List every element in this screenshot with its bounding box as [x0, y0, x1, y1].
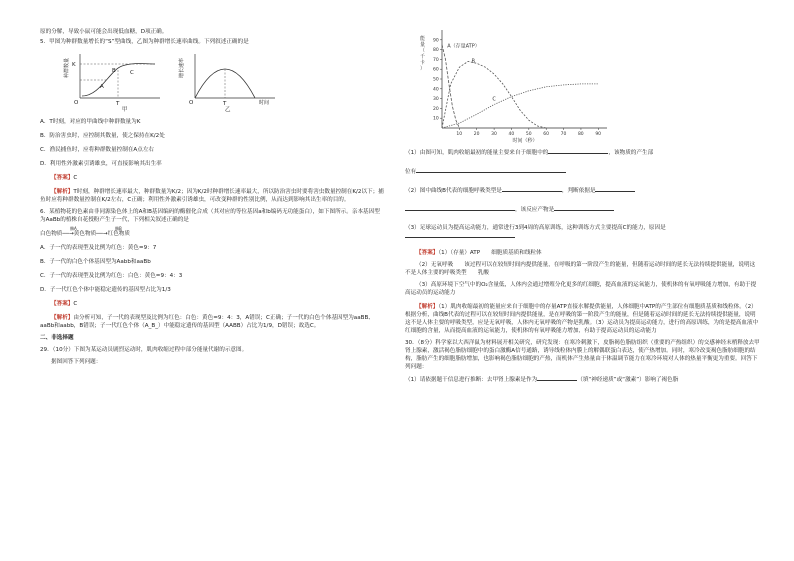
y-axis-label-char: ） [420, 66, 426, 72]
option6-a: A．子一代的表现型及比例为红色：黄色=9：7 [40, 245, 157, 251]
analysis-5 [40, 188, 385, 204]
x-axis-label: 时间（秒） [512, 138, 538, 144]
x-tick-label: 10 [456, 132, 463, 137]
answer-label: 【答案】 [51, 175, 74, 181]
series-line-B [442, 61, 546, 128]
series-label-b: B [471, 58, 475, 65]
x-tick-label: 50 [525, 132, 532, 137]
x-tick-label: 70 [560, 132, 567, 137]
x-tick-label: 30 [491, 132, 497, 137]
blank-input[interactable] [405, 232, 515, 238]
y-axis-label-char: 能 [420, 36, 426, 42]
q29-1-text-c: 位有 [405, 169, 417, 175]
series-line-A [442, 45, 459, 128]
option-a: A．T时刻，对应的甲曲线中种群数量为K [40, 119, 141, 125]
blank-input[interactable] [595, 186, 635, 192]
analysis6-text: 由分析可知，子一代的表现型及比例为红色：白色：黄色=9：4：3，A错误；C正确；子一代的白色个体基因型为aaBB、aaBb和aabb，B错误；子一代红色个体（A_B_）中能稳定遗传的基因型（AABB）占比为1/9，D错误；故选C。 [40, 315, 374, 329]
series-label-c: C [492, 96, 496, 103]
y-tick-label: 30 [433, 97, 439, 103]
q29-1-text: （1）由图可知，肌肉收缩最初的能量主要来自于细胞中的 [405, 150, 549, 156]
enzyme-a-label: 酶A [70, 226, 77, 231]
fig-a-c: C [130, 70, 134, 76]
fig-b-ylabel: 增长速率 [179, 57, 185, 78]
x-tick-label: 90 [595, 132, 602, 137]
q30-1-text-b: （填“神经递质”或“激素”）影响了褐色脂 [577, 377, 679, 383]
y-tick-label: 90 [433, 38, 439, 44]
answer6-value: C [73, 301, 78, 307]
question-29: 29．（10分）下图为某运动员剧烈运动时，肌肉收缩过程中部分能量代谢的示意图。 [40, 347, 248, 353]
y-axis-label-char: 千 [420, 54, 426, 60]
answer-29 [405, 249, 760, 257]
question-29-3 [405, 224, 760, 241]
q29-1-text-b: ，该物质的产生部 [608, 150, 654, 156]
series-line-C [442, 84, 598, 128]
y-axis-label-char: 量 [420, 42, 426, 48]
fig-a-a: A [100, 84, 104, 90]
question-29-sub: 据图回答下列问题： [51, 359, 102, 365]
blank-input[interactable] [405, 205, 515, 211]
y-tick-label: 10 [433, 116, 439, 122]
y-tick-label: 60 [433, 67, 439, 73]
fig-a-k: K [72, 62, 76, 68]
answer-value: C [73, 175, 78, 181]
q29-2-text-b: ，判断依据是 [561, 188, 596, 194]
analysis29-text: （1）肌肉收缩最初的能量应来自于细胞中的存量ATP直接水解提供能量，人体细胞中ATP的产生部位有细胞质基质和线粒体。（2）根据分析，曲线B代表的过程可以在较短时间内提供能量，是在呼吸的第一阶段产生的能量，但是随着运动时间的延长无法持续提供能量，说明这不是人体主要的呼吸类型，应是无氧呼吸，人体内无氧呼吸的产物是乳酸。（3）运动员为提高运动能力，进行的高原训练，为的是提高血液中红细胞的含量，从而提高血液的运氧能力，使机体的有氧呼吸能力增加，有助于提高运动员的运动能力 [405, 304, 759, 334]
blank-input[interactable] [554, 205, 614, 211]
fig-b-o: O [189, 100, 194, 106]
series-label-a: A（存量ATP） [447, 43, 480, 50]
q29-2-text: （2）图中曲线B代表的细胞呼吸类型是 [405, 188, 502, 194]
q30-1-text: （1）请依据题干信息进行推断：去甲肾上腺素是作为 [405, 377, 538, 383]
x-tick-label: 80 [577, 132, 584, 137]
option6-d: D．子一代红色个体中能稳定遗传的基因型占比为1/3 [40, 287, 171, 293]
y-tick-label: 20 [433, 106, 439, 112]
analysis6-label: 【解析】 [51, 315, 74, 321]
fig-b-xlabel: 时间 [259, 100, 270, 106]
pathway-line [40, 226, 385, 238]
answer-29-3: （3）高原环境下空气中的O₂含量低，人体内会通过增殖分化更多的红细胞，提高血液的运氧能力，使机体的有氧呼吸能力增加，有助于提高运动员的运动能力 [405, 282, 757, 296]
option-b: B．防治害虫时，应控制其数量，使之保持在K/2处 [40, 133, 165, 139]
y-tick-label: 40 [433, 87, 439, 93]
analysis29-label: 【解析】 [416, 304, 439, 310]
x-tick-label: 40 [508, 132, 515, 137]
answer6-label: 【答案】 [51, 301, 74, 307]
pathway-text: 白色物质──→黄色物质──→红色物质 [40, 231, 130, 237]
question-30-1 [405, 375, 760, 384]
fig-a-o: O [74, 100, 79, 106]
analysis-29 [405, 303, 760, 335]
y-axis-label-char: （ [420, 48, 426, 54]
answer29-text: （1）（存量）ATP 细胞质基质和线粒体 [438, 250, 542, 256]
option-c: C．渔民捕鱼时，应将种群数量控制在A点左右 [40, 147, 155, 153]
section-title: 二、非选择题 [40, 335, 74, 341]
text-line: 原的分解，导致小鼠可能会出现低血糖，D项正确。 [40, 29, 168, 35]
figure-area [40, 50, 385, 112]
analysis-6 [40, 314, 385, 330]
y-tick-label: 50 [433, 77, 439, 83]
answer29-label: 【答案】 [416, 250, 439, 256]
q29-2-text-c: ，该反应产物是 [515, 207, 555, 213]
s-curve-figure [60, 50, 170, 112]
blank-input[interactable] [416, 167, 566, 173]
fig-a-ylabel: 种群数量 [64, 57, 70, 78]
blank-input[interactable] [548, 148, 608, 154]
x-tick-label: 60 [543, 132, 549, 137]
option-d: D．利用性外激素引诱雄虫，可直接影响其出生率 [40, 161, 162, 167]
right-column [405, 148, 760, 384]
y-tick-label: 80 [433, 48, 439, 54]
question-6: 6．某植物花的色素由非同源染色体上的A和B基因编码的酶催化合成（其对应的等位基因a和b编码无功能蛋白），如下图所示。亲本基因型为AaBb的植株自花授粉产生子一代，下列相关叙述正确的是 [40, 209, 380, 223]
x-tick-label: 20 [473, 132, 480, 137]
question-29-1 [405, 148, 760, 157]
question-5: 5．甲图为种群数量增长的“S”型曲线，乙图为种群增长速率曲线。下列叙述正确的是 [40, 39, 249, 45]
analysis-text: T时刻，种群增长速率最大，种群数量为K/2；因为K/2时种群增长速率最大，所以防治害虫时要将害虫数量控制在K/2以下；捕鱼时应将种群数量控制在K/2左右，C正确；利用性外激素引诱雄虫，可改变种群的性别比例，从而达到影响其出生率的目的。 [40, 189, 384, 203]
option6-b: B．子一代的白色个体基因型为Aabb和aaBb [40, 259, 151, 265]
blank-input[interactable] [502, 186, 562, 192]
question-29-2c [405, 205, 760, 214]
fig-a-caption: 甲 [122, 107, 128, 112]
question-29-2 [405, 186, 760, 195]
fig-b-caption: 乙 [225, 107, 231, 112]
answer-29-2: （2）无氧呼吸 该过程可以在较短时间内提供能量，在呼吸的第一阶段产生的能量，但随着运动时间的延长无法持续提供能量，说明这不是人体主要的呼吸类型 乳酸 [405, 262, 756, 276]
answer-line [40, 174, 385, 182]
answer6-line [40, 300, 385, 308]
fig-a-t: T [116, 101, 120, 107]
fig-b-t: T [223, 101, 227, 107]
growth-rate-figure [175, 50, 285, 112]
y-axis-label-char: 卡 [420, 60, 426, 66]
y-tick-label: 70 [433, 57, 439, 63]
question-29-1c [405, 167, 760, 176]
enzyme-b-label: 酶B [115, 226, 122, 231]
question-30: 30．（8分）科学家以大西洋鼠为材料展开相关研究，研究发现：在寒冷刺激下，皮脂褐色脂肪组织（重要的产热组织）的交感神经末梢释放去甲肾上腺素，激活褐色脂肪细胞中的蛋白激酶A信号通路，诱导线粒体内膜上的解偶联蛋白表达，使产热增加。同时，寒冷改变褐色脂肪细胞的结构，脂肪产生的细胞脂肪增加，也影响褐色脂肪细胞的产热，而机体产生热量由于体温调节能力在寒冷环境对人体的热量平衡更为重要。回答下列问题： [405, 340, 760, 370]
option6-c: C．子一代的表现型及比例为红色：白色：黄色=9：4：3 [40, 273, 183, 279]
left-column [40, 0, 385, 366]
fig-a-b: B [112, 68, 116, 74]
blank-input[interactable] [537, 375, 577, 381]
q29-3-text: （3）足球运动员为提高运动能力，通常进行3到4周的高原训练，这种训练方式主要提高C的能力，原因是 [405, 225, 666, 231]
energy-chart [418, 22, 618, 144]
analysis-label: 【解析】 [51, 189, 74, 195]
